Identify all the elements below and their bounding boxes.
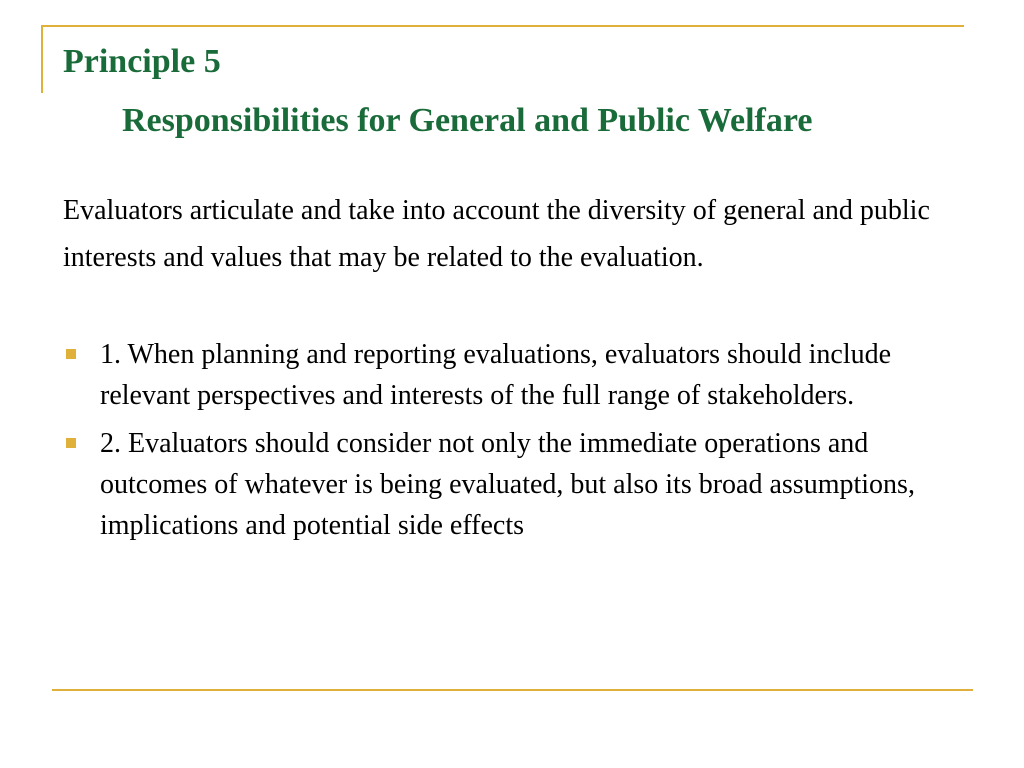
top-left-vertical-rule (41, 25, 43, 93)
list-item (63, 423, 943, 546)
slide-subtitle: Responsibilities for General and Public Welfare (122, 102, 813, 139)
bottom-horizontal-rule (52, 689, 973, 691)
square-bullet-icon (66, 438, 76, 448)
intro-paragraph: Evaluators articulate and take into account the diversity of general and public interests and values that may be related to the evaluation. (63, 195, 930, 273)
bullet-list (63, 334, 943, 553)
slide-title: Principle 5 (63, 43, 221, 80)
bullet-text: 2. Evaluators should consider not only the immediate operations and outcomes of whatever is being evaluated, but also its broad assumptions, implications and potential side effects (100, 428, 915, 541)
bullet-text: 1. When planning and reporting evaluations, evaluators should include relevant perspectives and interests of the full range of stakeholders. (100, 339, 892, 411)
list-item (63, 334, 943, 416)
top-horizontal-rule (41, 25, 964, 27)
square-bullet-icon (66, 349, 76, 359)
